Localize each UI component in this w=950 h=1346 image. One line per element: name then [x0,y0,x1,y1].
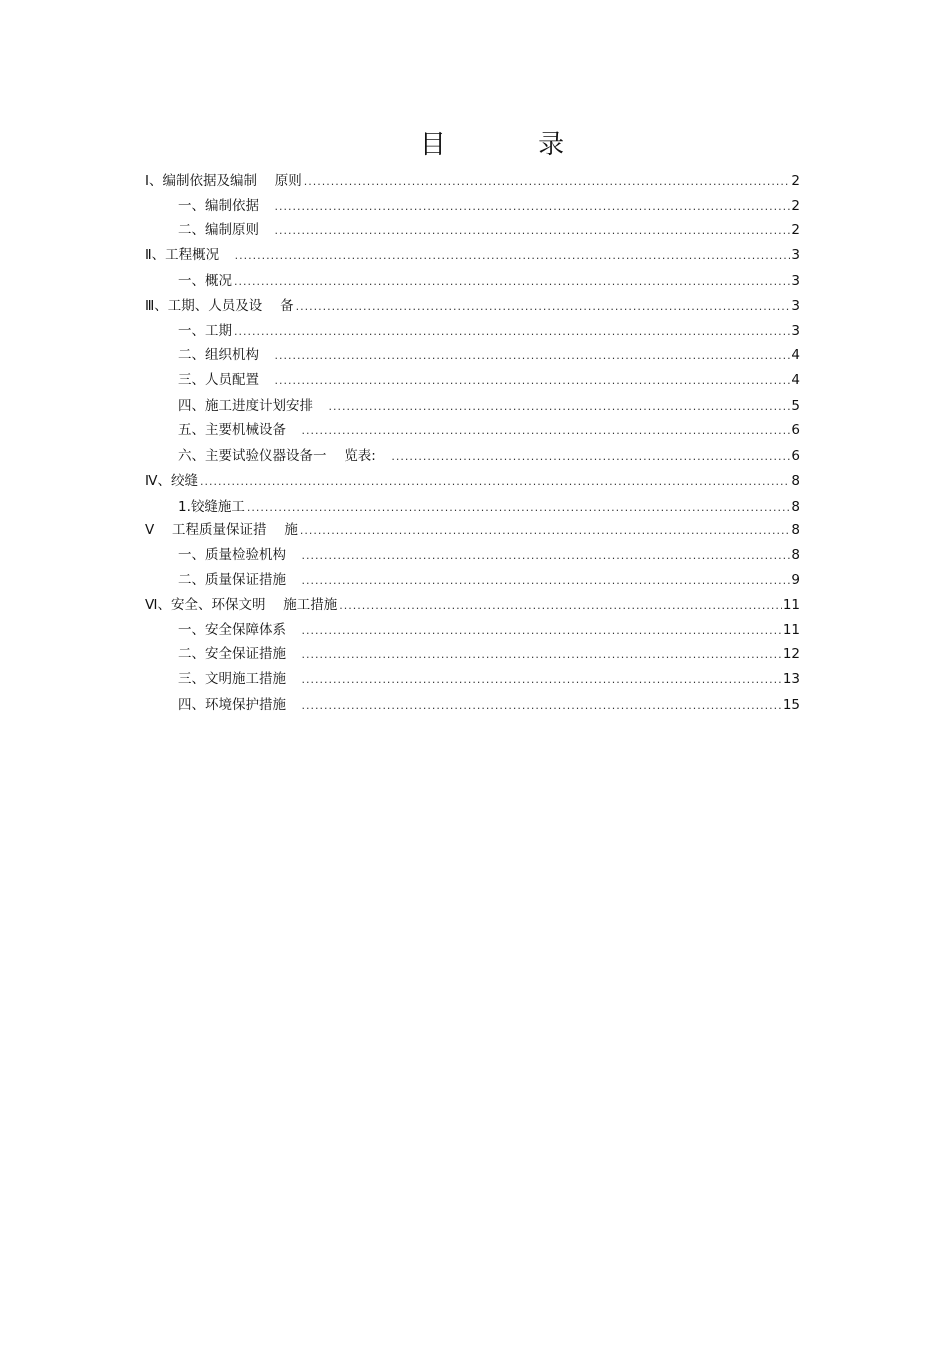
toc-entry-page: 3 [791,273,800,289]
toc-leader-dots [275,222,791,240]
toc-leader-dots [200,473,790,491]
toc-entry-page: 6 [791,422,800,438]
toc-leader-dots [302,646,782,664]
toc-leader-dots [275,347,791,365]
toc-leader-dots [300,522,791,540]
toc-entry[interactable] [145,596,800,615]
toc-entry-label: 二、安全保证措施 [178,646,300,662]
toc-title: 目 录 [419,130,607,160]
toc-entry-page: 15 [782,697,800,713]
toc-entry[interactable] [145,521,800,540]
toc-leader-dots [302,671,782,689]
toc-entry-page: 2 [791,173,800,189]
toc-entry[interactable] [178,571,800,590]
toc-leader-dots [304,173,791,191]
toc-entry[interactable] [178,621,800,640]
toc-leader-dots [275,372,791,390]
toc-entry-label: 六、主要试验仪器设备一 览表: [178,448,390,464]
toc-entry-page: 5 [791,398,800,414]
toc-entry[interactable] [145,172,800,191]
toc-leader-dots [339,597,782,615]
toc-entry-label: Ⅴ 工程质量保证措 施 [145,522,298,538]
toc-entry-page: 4 [791,347,800,363]
toc-leader-dots [302,572,791,590]
toc-leader-dots [247,499,791,517]
toc-entry-label: Ⅵ、安全、环保文明 施工措施 [145,597,338,613]
toc-leader-dots [234,323,790,341]
toc-entry-page: 6 [791,448,800,464]
toc-leader-dots [302,697,782,715]
toc-entry[interactable] [145,246,800,265]
toc-entry-page: 8 [791,522,800,538]
toc-entry-page: 3 [791,323,800,339]
toc-entry-label: Ⅲ、工期、人员及设 备 [145,298,294,314]
toc-entry[interactable] [178,371,800,390]
toc-entry-label: 二、组织机构 [178,347,273,363]
toc-entry-label: 1.铰缝施工 [178,499,245,515]
toc-leader-dots [329,398,791,416]
toc-leader-dots [275,198,791,216]
toc-entry-label: 二、编制原则 [178,222,273,238]
toc-entry-label: 一、编制依据 [178,198,273,214]
toc-entry[interactable] [178,421,800,440]
toc-entry-label: 一、概况 [178,273,232,289]
toc-entry-page: 8 [791,473,800,489]
toc-leader-dots [296,298,791,316]
toc-leader-dots [235,247,791,265]
toc-entry[interactable] [178,696,800,715]
toc-entry[interactable] [178,397,800,416]
toc-entry-page: 8 [791,547,800,563]
toc-entry[interactable] [178,670,800,689]
toc-entry-label: Ⅰ、编制依据及编制 原则 [145,173,302,189]
toc-entry-page: 11 [782,622,800,638]
toc-entry[interactable] [178,498,800,517]
toc-leader-dots [302,422,791,440]
toc-entry-label: Ⅳ、绞缝 [145,473,198,489]
toc-entry-page: 12 [782,646,800,662]
toc-entry-label: 四、环境保护措施 [178,697,300,713]
toc-entry-label: Ⅱ、工程概况 [145,247,233,263]
toc-entry-label: 一、工期 [178,323,232,339]
toc-entry-page: 13 [782,671,800,687]
toc-entry[interactable] [145,297,800,316]
toc-entry-label: 五、主要机械设备 [178,422,300,438]
toc-leader-dots [234,273,790,291]
toc-entry-page: 2 [791,198,800,214]
toc-entry[interactable] [178,197,800,216]
toc-entry-label: 三、人员配置 [178,372,273,388]
toc-entry[interactable] [145,472,800,491]
toc-entry[interactable] [178,322,800,341]
toc-leader-dots [391,448,790,466]
toc-entry-page: 2 [791,222,800,238]
toc-entry-page: 9 [791,572,800,588]
toc-entry[interactable] [178,645,800,664]
toc-entry-page: 4 [791,372,800,388]
toc-leader-dots [302,622,782,640]
toc-entry[interactable] [178,546,800,565]
toc-entry-page: 11 [782,597,800,613]
toc-entry[interactable] [178,447,800,466]
toc-entry-page: 8 [791,499,800,515]
toc-entry[interactable] [178,272,800,291]
toc-entry[interactable] [178,346,800,365]
toc-entry-page: 3 [791,298,800,314]
toc-entry-label: 四、施工进度计划安排 [178,398,327,414]
toc-entry[interactable] [178,221,800,240]
toc-leader-dots [302,547,791,565]
toc-entry-label: 三、文明施工措施 [178,671,300,687]
toc-entry-label: 一、质量检验机构 [178,547,300,563]
toc-entry-page: 3 [791,247,800,263]
toc-entry-label: 一、安全保障体系 [178,622,300,638]
toc-entry-label: 二、质量保证措施 [178,572,300,588]
